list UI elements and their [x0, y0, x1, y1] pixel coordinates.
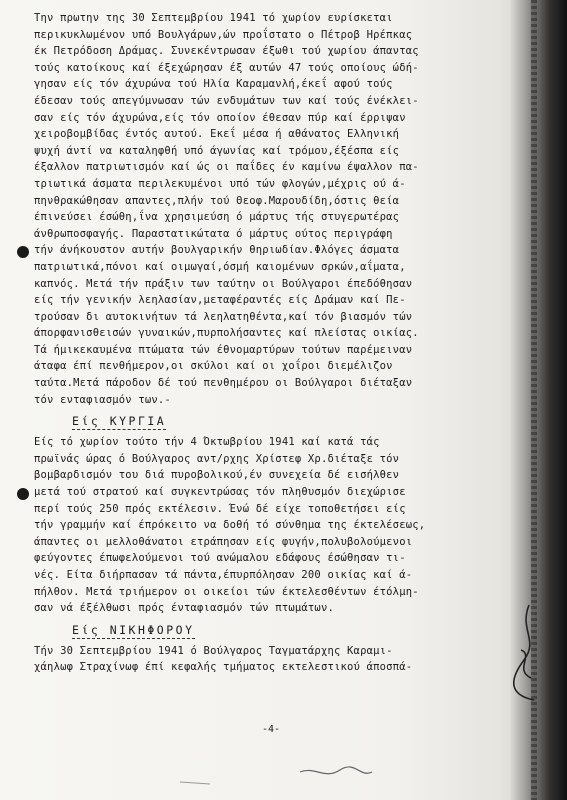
scan-artifacts [0, 760, 567, 800]
text-line: έκ Πετρόδοση Δράμας. Συνεκέντρωσαν έξωθι τού χωρίου άπαντας [34, 45, 419, 58]
section-heading [34, 617, 508, 643]
text-line: περικυκλωμένον υπό Βουλγάρων,ών προΐστατο ο Πέτροβ Ηρέπκας [34, 28, 413, 41]
text-line: είς τήν γενικήν λεηλασίαν,μεταφέραντές είς Δράμαν καί Πε- [34, 294, 406, 307]
page-number: -4- [262, 724, 281, 735]
text-line: τήν γραμμήν καί έπρόκειτο να δοθή τό σύνθημα της έκτελέσεως, [34, 519, 426, 532]
text-line: τρούσαν δι αυτοκινήτων τά λεηλατηθέντα,καί τόν βιασμόν τών [34, 310, 413, 323]
section-heading [34, 408, 508, 434]
signature-mark [499, 600, 549, 710]
text-line: τόν ενταφιασμόν των.- [34, 393, 171, 406]
text-line: έπινεύσει έσώθη,ΐνα χρησιμεύση ό μάρτυς τής στυγερωτέρας [34, 211, 400, 224]
text-line: Τήν 30 Σεπτεμβρίου 1941 ό Βούλγαρος Ταγματάρχης Καραμι- [34, 644, 393, 657]
paragraph-2 [34, 434, 508, 617]
text-line: βομβαρδισμόν του διά πυροβολικού,έν συνεχεία δέ εισήλθεν [34, 469, 400, 482]
text-line: άπαντες οι μελλοθάνατοι ετράπησαν είς φυγήν,πολυβολούμενοι [34, 535, 413, 548]
text-line: έξαλλον πατριωτισμόν καί ώς οι παΐδες έν καμίνω έψαλλον πα- [34, 161, 419, 174]
text-line: τούς κατοίκους καί έξεχώρησαν έξ αυτών 47 τούς οποίους ώδή- [34, 61, 419, 74]
text-line: άταφα έπί πενθήμερον,οι σκύλοι καί οι χοΐροι διεμέλιζον [34, 360, 393, 373]
text-line: άπορφανισθεισών γυναικών,πυρπολήσαντες καί πλείστας οικίας. [34, 327, 419, 340]
text-line: χειροβομβίδας έντός αυτού. Εκεΐ μέσα ή αθάνατος Ελληνική [34, 128, 400, 141]
text-line: ψυχή άντί να καταληφθή υπό άγωνίας καί τρόμου,έξέσπα είς [34, 144, 400, 157]
text-line: μετά τού στρατού καί συγκεντρώσας τόν πληθυσμόν διεχώρισε [34, 486, 406, 499]
text-line: σαν νά έξέλθωσι πρός ένταφιασμόν τών πτωμάτων. [34, 602, 334, 615]
paragraph-3 [34, 643, 508, 676]
text-line: τριωτικά άσματα περιλεκυμένοι υπό τών φλογών,μέχρις ού ά- [34, 177, 406, 190]
text-line: άνθρωποσφαγής. Παραστατικώτατα ό μάρτυς ούτος περιγράφη [34, 227, 393, 240]
document-body [34, 10, 508, 676]
text-line: Είς τό χωρίον τούτο τήν 4 Όκτωβρίου 1941 καί κατά τάς [34, 436, 380, 449]
text-line: Την πρωτην της 30 Σεπτεμβρίου 1941 τό χωρίον ευρίσκεται [34, 12, 393, 24]
text-line: σαν είς τόν άχυρώνα,είς τόν οποίον έθεσαν πύρ καί έρριψαν [34, 111, 406, 124]
text-line: πηνθρακώθησαν απαντες,πλήν τού Θεοφ.Μαρουδίδη,όστις θεία [34, 194, 400, 207]
paragraph-1 [34, 10, 508, 408]
text-line: χάηλωφ Στραχίνωφ έπί κεφαλής τμήματος εκτελεστικού άποσπά- [34, 661, 413, 674]
text-line: φεύγοντες έπωφελούμενοι τού ανώμαλου εδάφους έσώθησαν τι- [34, 552, 406, 565]
text-line: καπνός. Μετά τήν πράξιν των ταύτην οι Βούλγαροι έπεδόθησαν [34, 277, 413, 290]
text-line: πατριωτικά,πόνοι καί οιμωγαί,όσμή καιομένων σρκών,αΐματα, [34, 260, 406, 273]
text-line: γησαν είς τόν άχυρώνα τού Ηλία Καραμανλή,έκεΐ αφού τούς [34, 78, 393, 91]
text-line: πήλθον. Μετά τριήμερον οι οικείοι τών έκτελεσθέντων έτόλμη- [34, 585, 419, 598]
text-line: ταύτα.Μετά πάροδον δέ τού πενθημέρου οι Βούλγαροι διέταξαν [34, 377, 413, 390]
punch-hole [17, 246, 29, 258]
text-line: περί τούς 250 πρός εκτέλεσιν. Ένώ δέ είχε τοποθετήσει είς [34, 502, 406, 515]
text-line: πρωϊνάς ώρας ό Βούλγαρος αντ/ρχης Χρίστεφ Χρ.διέταξε τόν [34, 452, 400, 465]
text-line: τήν άνήκουστον αυτήν βουλγαρικήν θηριωδίαν.Φλόγες άσματα [34, 244, 400, 257]
text-line: Τά ήμικεκαυμένα πτώματα τών έθνομαρτύρων τούτων παρέμειναν [34, 343, 413, 356]
text-line: νές. Είτα διήρπασαν τά πάντα,έπυρπόλησαν 200 οικίας καί ά- [34, 569, 413, 581]
heading-nikiforou: Είς ΝΙΚΗΦΟΡΟΥ [72, 622, 195, 637]
text-line: έδεσαν τούς απεγύμνωσαν τών ενδυμάτων των καί τούς ένέκλει- [34, 94, 419, 107]
punch-hole [17, 488, 29, 500]
heading-kyrgia: Είς ΚΥΡΓΙΑ [72, 414, 167, 429]
